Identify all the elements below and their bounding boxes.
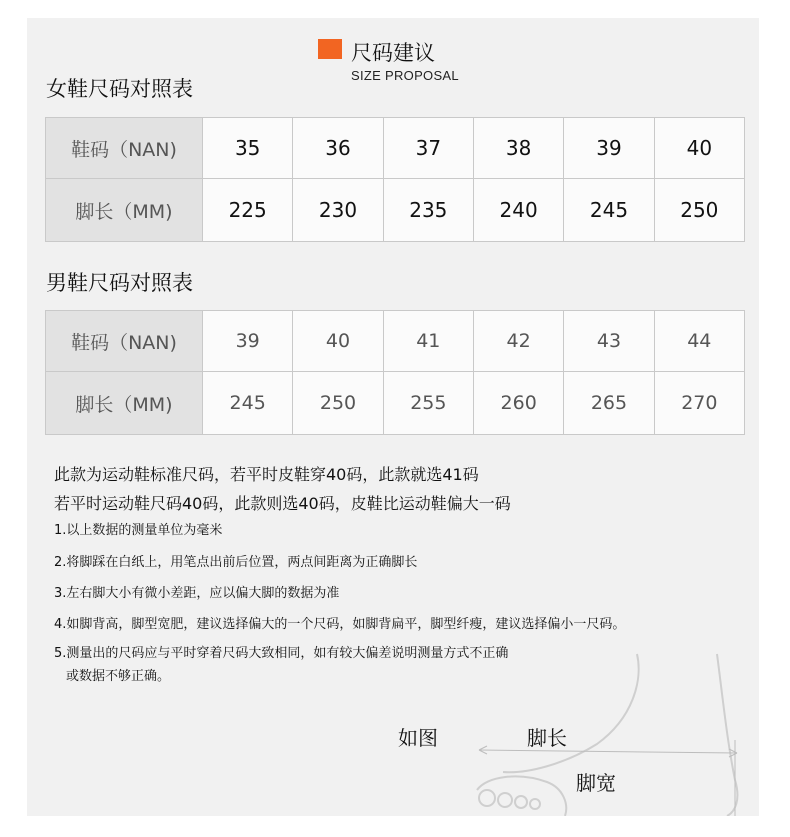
toe-icon (479, 790, 495, 806)
size-cell: 36 (293, 118, 383, 179)
men-size-table (45, 310, 745, 435)
length-cell: 235 (383, 179, 473, 242)
banner-subtitle: SIZE PROPOSAL (351, 68, 459, 83)
table-row (46, 372, 745, 435)
length-cell: 250 (293, 372, 383, 435)
advice-line: 若平时运动鞋尺码40码，此款则选40码，皮鞋比运动鞋偏大一码 (54, 494, 511, 513)
foot-width-label: 脚宽 (576, 771, 616, 795)
length-cell: 225 (203, 179, 293, 242)
length-cell: 265 (564, 372, 654, 435)
women-table-title: 女鞋尺码对照表 (46, 77, 193, 101)
note-item: 2.将脚踩在白纸上，用笔点出前后位置，两点间距离为正确脚长 (54, 555, 418, 570)
size-cell: 35 (203, 118, 293, 179)
size-cell: 41 (383, 311, 473, 372)
length-cell: 245 (564, 179, 654, 242)
size-cell: 37 (383, 118, 473, 179)
foot-length-line (479, 750, 737, 753)
size-cell: 40 (654, 118, 744, 179)
size-cell: 42 (473, 311, 563, 372)
advice-line: 此款为运动鞋标准尺码，若平时皮鞋穿40码，此款就选41码 (54, 465, 479, 484)
size-advice (54, 460, 511, 518)
note-item: 1.以上数据的测量单位为毫米 (54, 523, 223, 538)
heel-outline-icon (717, 654, 737, 816)
diagram-caption: 如图 (398, 726, 438, 750)
toe-icon (498, 793, 512, 807)
length-row-label: 脚长（MM) (46, 372, 203, 435)
size-cell: 39 (203, 311, 293, 372)
size-row-label: 鞋码（NAN) (46, 118, 203, 179)
note-item: 5.测量出的尺码应与平时穿着尺码大致相同，如有较大偏差说明测量方式不正确 (54, 646, 509, 661)
length-cell: 245 (203, 372, 293, 435)
toe-icon (530, 799, 540, 809)
orange-square-icon (318, 39, 342, 59)
foot-outline-icon (503, 654, 639, 772)
size-cell: 40 (293, 311, 383, 372)
women-size-table (45, 117, 745, 242)
note-item: 或数据不够正确。 (66, 669, 171, 684)
length-cell: 270 (654, 372, 744, 435)
note-item: 4.如脚背高，脚型宽肥，建议选择偏大的一个尺码，如脚背扁平，脚型纤瘦，建议选择偏小一尺码。 (54, 617, 626, 632)
size-cell: 43 (564, 311, 654, 372)
size-row-label: 鞋码（NAN) (46, 311, 203, 372)
foot-length-label: 脚长 (527, 726, 567, 750)
length-cell: 230 (293, 179, 383, 242)
size-cell: 44 (654, 311, 744, 372)
length-cell: 240 (473, 179, 563, 242)
length-cell: 260 (473, 372, 563, 435)
length-cell: 250 (654, 179, 744, 242)
size-cell: 38 (473, 118, 563, 179)
note-item: 3.左右脚大小有微小差距，应以偏大脚的数据为准 (54, 586, 340, 601)
table-row (46, 118, 745, 179)
length-cell: 255 (383, 372, 473, 435)
size-cell: 39 (564, 118, 654, 179)
toe-icon (515, 796, 527, 808)
men-table-title: 男鞋尺码对照表 (46, 271, 193, 295)
length-row-label: 脚长（MM) (46, 179, 203, 242)
table-row (46, 311, 745, 372)
banner-title: 尺码建议 (351, 41, 435, 65)
table-row (46, 179, 745, 242)
